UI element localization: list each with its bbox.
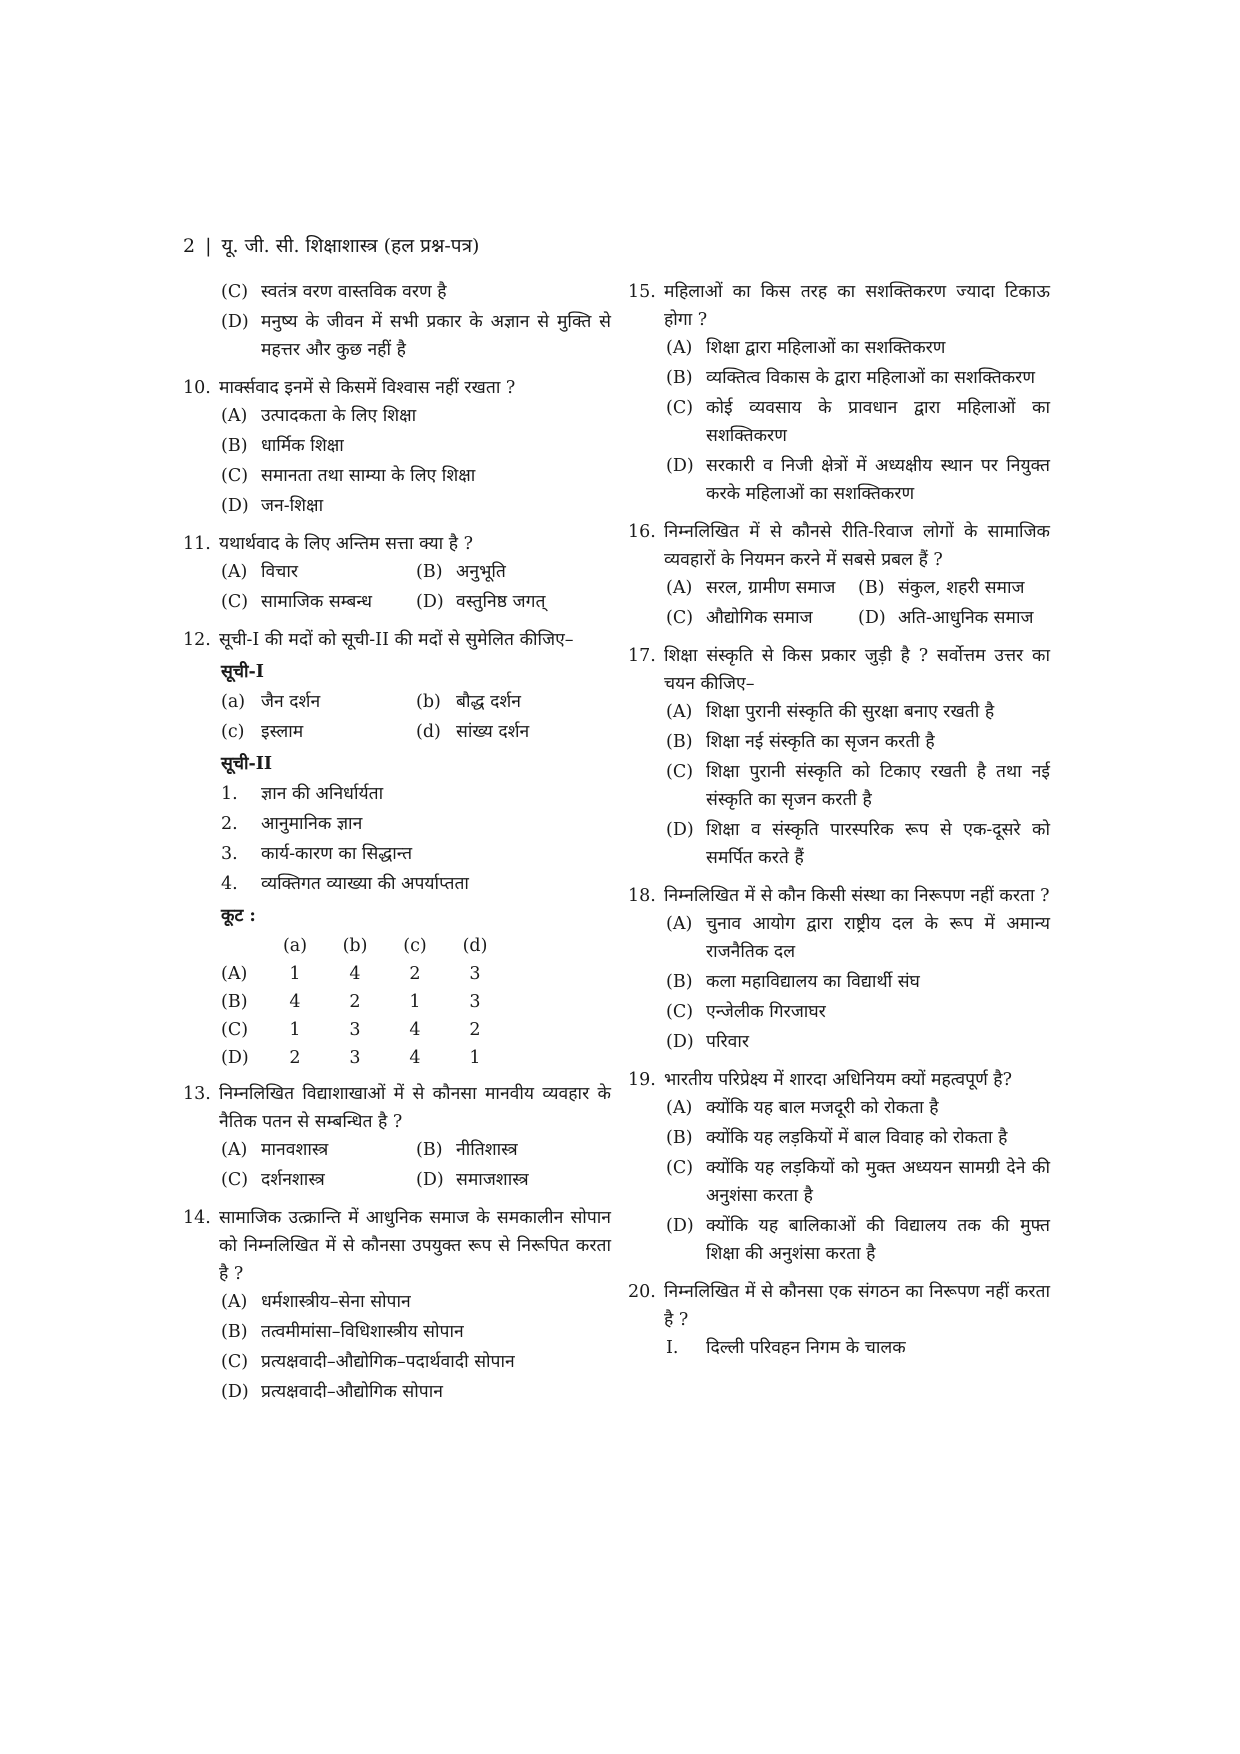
- question-15: 15. महिलाओं का किस तरह का सशक्तिकरण ज्यादा टिकाऊ होगा ?: [628, 282, 1050, 330]
- kut-row: (C) 1 3 4 2: [221, 1020, 481, 1040]
- option: (C) कोई व्यवसाय के प्रावधान द्वारा महिलाओं का सशक्तिकरण: [666, 398, 1050, 446]
- list-2-item: 4. व्यक्तिगत व्याख्या की अपर्याप्तता: [221, 874, 469, 894]
- option: (B) शिक्षा नई संस्कृति का सृजन करती है: [666, 732, 935, 752]
- option: (D) शिक्षा व संस्कृति पारस्परिक रूप से एक-दूसरे को समर्पित करते हैं: [666, 820, 1050, 868]
- question-19: 19. भारतीय परिप्रेक्ष्य में शारदा अधिनियम क्यों महत्वपूर्ण है?: [628, 1070, 1012, 1090]
- option-row: (A) मानवशास्त्र (B) नीतिशास्त्र: [221, 1140, 518, 1160]
- list-1-row: (a) जैन दर्शन (b) बौद्ध दर्शन: [221, 692, 521, 712]
- option: (D) प्रत्यक्षवादी–औद्योगिक सोपान: [221, 1382, 443, 1402]
- option: (C) एन्जेलीक गिरजाघर: [666, 1002, 826, 1022]
- kut-row: (B) 4 2 1 3: [221, 992, 481, 1012]
- question-20: 20. निम्नलिखित में से कौनसा एक संगठन का निरूपण नहीं करता है ?: [628, 1282, 1050, 1330]
- option: (C) प्रत्यक्षवादी–औद्योगिक–पदार्थवादी सोपान: [221, 1352, 515, 1372]
- option: (B) तत्वमीमांसा–विधिशास्त्रीय सोपान: [221, 1322, 464, 1342]
- option: (D) क्योंकि यह बालिकाओं की विद्यालय तक की मुफ्त शिक्षा की अनुशंसा करता है: [666, 1216, 1050, 1264]
- option: (C) समानता तथा साम्या के लिए शिक्षा: [221, 466, 476, 486]
- question-18: 18. निम्नलिखित में से कौन किसी संस्था का निरूपण नहीं करता ?: [628, 886, 1050, 906]
- right-column: [628, 278, 1050, 1364]
- option-row: (A) विचार (B) अनुभूति: [221, 562, 506, 582]
- option: (A) धर्मशास्त्रीय–सेना सोपान: [221, 1292, 411, 1312]
- option: (A) क्योंकि यह बाल मजदूरी को रोकता है: [666, 1098, 939, 1118]
- option: (B) धार्मिक शिक्षा: [221, 436, 344, 456]
- question-16: 16. निम्नलिखित में से कौनसे रीति-रिवाज लोगों के सामाजिक व्यवहारों के नियमन करने में सबसे प्रबल हैं ?: [628, 522, 1050, 570]
- option: (A) शिक्षा द्वारा महिलाओं का सशक्तिकरण: [666, 338, 946, 358]
- book-title: यू. जी. सी. शिक्षाशास्त्र (हल प्रश्न-पत्र): [221, 235, 480, 257]
- option: (D) परिवार: [666, 1032, 750, 1052]
- option-row: (A) सरल, ग्रामीण समाज (B) संकुल, शहरी समाज: [666, 578, 1025, 598]
- kut-header-row: (a) (b) (c) (d): [282, 936, 488, 956]
- option-row: (C) दर्शनशास्त्र (D) समाजशास्त्र: [221, 1170, 529, 1190]
- list-2-heading: सूची-II: [221, 754, 273, 774]
- header-separator: |: [205, 235, 212, 257]
- option: (C) स्वतंत्र वरण वास्तविक वरण है: [221, 282, 447, 302]
- option: (A) चुनाव आयोग द्वारा राष्ट्रीय दल के रूप में अमान्य राजनैतिक दल: [666, 914, 1050, 962]
- option: (C) शिक्षा पुरानी संस्कृति को टिकाए रखती है तथा नई संस्कृति का सृजन करती है: [666, 762, 1050, 810]
- option: (D) मनुष्य के जीवन में सभी प्रकार के अज्ञान से मुक्ति से महत्तर और कुछ नहीं है: [221, 312, 611, 360]
- option: (C) क्योंकि यह लड़कियों को मुक्त अध्ययन सामग्री देने की अनुशंसा करता है: [666, 1158, 1050, 1206]
- kut-row: (D) 2 3 4 1: [221, 1048, 481, 1068]
- question-17: 17. शिक्षा संस्कृति से किस प्रकार जुड़ी है ? सर्वोत्तम उत्तर का चयन कीजिए–: [628, 646, 1050, 694]
- option: (B) व्यक्तित्व विकास के द्वारा महिलाओं का सशक्तिकरण: [666, 368, 1035, 388]
- kut-row: (A) 1 4 2 3: [221, 964, 481, 984]
- left-column: [183, 278, 611, 1408]
- list-2-item: 2. आनुमानिक ज्ञान: [221, 814, 363, 834]
- list-1-row: (c) इस्लाम (d) सांख्य दर्शन: [221, 722, 530, 742]
- option: (A) शिक्षा पुरानी संस्कृति की सुरक्षा बनाए रखती है: [666, 702, 995, 722]
- option: (A) उत्पादकता के लिए शिक्षा: [221, 406, 417, 426]
- option: (B) क्योंकि यह लड़कियों में बाल विवाह को रोकता है: [666, 1128, 1008, 1148]
- option: (D) सरकारी व निजी क्षेत्रों में अध्यक्षीय स्थान पर नियुक्त करके महिलाओं का सशक्तिकरण: [666, 456, 1050, 504]
- question-10: 10. मार्क्सवाद इनमें से किसमें विश्वास नहीं रखता ?: [183, 378, 516, 398]
- option: (B) कला महाविद्यालय का विद्यार्थी संघ: [666, 972, 920, 992]
- option: (D) जन-शिक्षा: [221, 496, 324, 516]
- question-14: 14. सामाजिक उत्क्रान्ति में आधुनिक समाज के समकालीन सोपान को निम्नलिखित में से कौनसा उपयुक्त रूप से निरूपित करता है ?: [183, 1208, 611, 1284]
- question-12: 12. सूची-I की मदों को सूची-II की मदों से सुमेलित कीजिए–: [183, 630, 574, 650]
- page-number: 2: [183, 235, 196, 257]
- page-header: [183, 232, 479, 260]
- list-2-item: 1. ज्ञान की अनिर्धार्यता: [221, 784, 384, 804]
- list-1-heading: सूची-I: [221, 662, 264, 682]
- question-13: 13. निम्नलिखित विद्याशाखाओं में से कौनसा मानवीय व्यवहार के नैतिक पतन से सम्बन्धित है ?: [183, 1084, 611, 1132]
- kut-table: [221, 932, 505, 1072]
- kut-heading: कूट :: [221, 906, 256, 926]
- list-2-item: 3. कार्य-कारण का सिद्धान्त: [221, 844, 413, 864]
- option-row: (C) औद्योगिक समाज (D) अति-आधुनिक समाज: [666, 608, 1034, 628]
- option: I. दिल्ली परिवहन निगम के चालक: [666, 1338, 906, 1358]
- option-row: (C) सामाजिक सम्बन्ध (D) वस्तुनिष्ठ जगत्: [221, 592, 546, 612]
- question-11: 11. यथार्थवाद के लिए अन्तिम सत्ता क्या है ?: [183, 534, 473, 554]
